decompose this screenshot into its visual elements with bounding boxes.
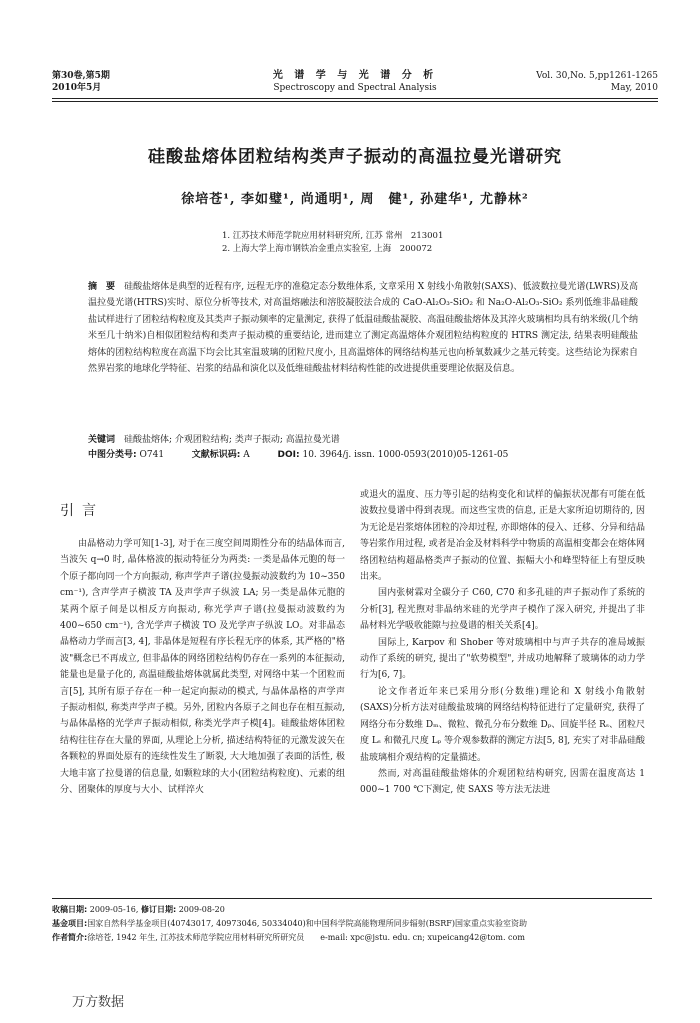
abstract-label: 摘 要	[88, 282, 116, 292]
section-heading: 引言	[60, 503, 104, 519]
footnote-author: 作者简介:徐培苍, 1942 年生, 江苏技术师范学院应用材料研究所研究员 e-mail: xpc@jstu. edu. cn; xupeicang42@tom. com	[52, 933, 525, 942]
paragraph: 论文作者近年来已采用分形(分数维)理论和 X 射线小角散射(SAXS)分析方法对硅酸盐玻璃的网络结构特征进行了定量研究, 获得了网络分布分数维 Dₘ、微粒、微孔分布分数维 Dₚ、回旋半径 Rₛ、团粒尺度 Lₛ 和微孔尺度 Lₚ 等介观参数群的测定方法[5, 8], 充实了对非晶硅酸盐玻璃相介观结构的定量描述。	[360, 686, 645, 763]
abstract	[88, 279, 638, 377]
footnote-funding: 基金项目:国家自然科学基金项目(40743017, 40973046, 50334040)和中国科学院高能物理所同步辐射(BSRF)国家重点实验室资助	[52, 919, 527, 928]
clc-value: O741	[139, 450, 165, 460]
author-list: 徐培苍¹, 李如璧¹, 尚通明¹, 周 健¹, 孙建华¹, 尤静林²	[181, 192, 529, 207]
right-column	[360, 487, 645, 799]
doi-label: DOI:	[277, 450, 300, 460]
paragraph: 国内张树霖对全碳分子 C60, C70 和多孔硅的声子振动作了系统的分析[3], 程光煦对非晶纳米硅的光学声子模作了深入研究, 并提出了非晶材料光学吸收能隙与拉曼谱的相关关系[4]。	[360, 588, 645, 632]
left-column	[60, 536, 345, 799]
keywords-label: 关键词	[88, 435, 116, 445]
watermark: 万方数据	[72, 995, 125, 1010]
keywords-text: 硅酸盐熔体; 介观团粒结构; 类声子振动; 高温拉曼光谱	[124, 435, 340, 445]
running-header	[52, 70, 658, 96]
paper-title: 硅酸盐熔体团粒结构类声子振动的高温拉曼光谱研究	[148, 147, 562, 167]
header-rule	[52, 98, 658, 99]
affiliation-2: 2. 上海大学上海市钢铁冶金重点实验室, 上海 200072	[222, 244, 433, 254]
keywords	[88, 433, 648, 447]
volume-pages: Vol. 30,No. 5,pp1261-1265 May, 2010	[536, 71, 658, 93]
issue-info: 第30卷,第5期 2010年5月	[52, 71, 110, 93]
classification-line	[88, 448, 648, 462]
paragraph: 然而, 对高温硅酸盐熔体的介观团粒结构研究, 因需在温度高达 1 000~1 700 ℃下测定, 使 SAXS 等方法无法进	[360, 768, 645, 796]
header-rule-thin	[52, 101, 658, 102]
doc-code-label: 文献标识码:	[191, 450, 241, 460]
clc-label: 中图分类号:	[88, 450, 137, 460]
paragraph: 国际上, Karpov 和 Shober 等对玻璃相中与声子共存的准局域振动作了系统的研究, 提出了"软势模型", 并成功地解释了玻璃体的动力学行为[6, 7]。	[360, 637, 645, 681]
affiliation-1: 1. 江苏技术师范学院应用材料研究所, 江苏 常州 213001	[222, 231, 444, 241]
journal-name: 光 谱 学 与 光 谱 分 析 Spectroscopy and Spectral Analysis	[272, 70, 438, 93]
paragraph: 由晶格动力学可知[1-3], 对于在三度空间周期性分布的结晶体而言, 当波矢 q→0 时, 晶体格波的振动特征分为两类: 一类是晶体元胞的每一个原子都向同一个方向振动, 称声学声子谱(拉曼振动波数约为 10~350 cm⁻¹), 含声学声子横波 TA 及声学声子纵波 LA; 另一类是晶体元胞的某两个原子间是以相反方向振动, 称光学声子谱(拉曼振动波数约为 400~650 cm⁻¹), 含光学声子横波 TO 及光学声子纵波 LO。对非晶态晶格动力学而言[3, 4], 非晶体是短程有序长程无序的体系, 其严格的"格波"概念已不再成立, 但非晶体的网络团粒结构仍存在一系列的本征振动, 能量也是量子化的, 高温硅酸盐熔体就属此类型, 对网络中某一个团粒而言[5], 其所有原子存在一种一起定向振动的模式, 与晶体晶格的声学声子振动相似, 称类声学声子模。另外, 团粒内各原子之间也存在相互振动, 与晶体晶格的光学声子振动相似, 称类光学声子模[4]。硅酸盐熔体团粒结构往往存在大量的界面, 从理论上分析, 描述结构特征的元激发波矢在各颗粒的界面处原有的连续性发生了断裂, 大大地加强了表面的活性, 极大地丰富了拉曼谱的信息量, 如颗粒球的大小(团粒结构粒度)、元素的组分、团聚体的厚度与大小、试样淬火	[60, 539, 345, 796]
paragraph: 或退火的温度、压力等引起的结构变化和试样的偏振状况都有可能在低波数拉曼谱中得到表现。而这些宝贵的信息, 正是大家所迫切期待的, 因为无论是岩浆熔体团粒的冷却过程, 亦即熔体的侵入、迁移、分异和结晶等岩浆作用过程, 或者是冶金及材料科学中物质的高温相变都会在熔体网络团粒结构超晶格类声子振动的位置、振幅大小和峰型特征上有望反映出来。	[360, 490, 645, 583]
doi-value: 10. 3964/j. issn. 1000-0593(2010)05-1261-05	[302, 450, 509, 460]
footnote-rule	[52, 898, 652, 899]
doc-code-value: A	[243, 450, 250, 460]
abstract-text: 硅酸盐熔体是典型的近程有序, 远程无序的准稳定态分数维体系, 文章采用 X 射线小角散射(SAXS)、低波数拉曼光谱(LWRS)及高温拉曼光谱(HTRS)实时、原位分析等技术, 对高温熔融法和溶胶凝胶法合成的 CaO-Al₂O₃-SiO₂ 和 Na₂O-Al₂O₃-SiO₂ 系列低维非晶硅酸盐试样进行了团粒结构粒度及其类声子振动频率的定量测定, 获得了低温硅酸盐凝胶、高温硅酸盐熔体及其淬火玻璃相均具有纳米级(几个纳米至几十纳米)自相似团粒结构和类声子振动模的重要结论, 进而建立了测定高温熔体介观团粒结构粒度的 HTRS 测定法, 结果表明硅酸盐熔体的团粒结构粒度在高温下均会比其室温玻璃的团粒尺度小, 且高温熔体的网络结构基元也向桥氧数减少之基元转变。这些结论为探索自然界岩浆的地球化学特征、岩浆的结晶和演化以及低维硅酸盐材料结构性能的改进提供重要理论依据及信息。	[88, 282, 638, 375]
footnote-dates: 收稿日期: 2009-05-16, 修订日期: 2009-08-20	[52, 905, 225, 914]
